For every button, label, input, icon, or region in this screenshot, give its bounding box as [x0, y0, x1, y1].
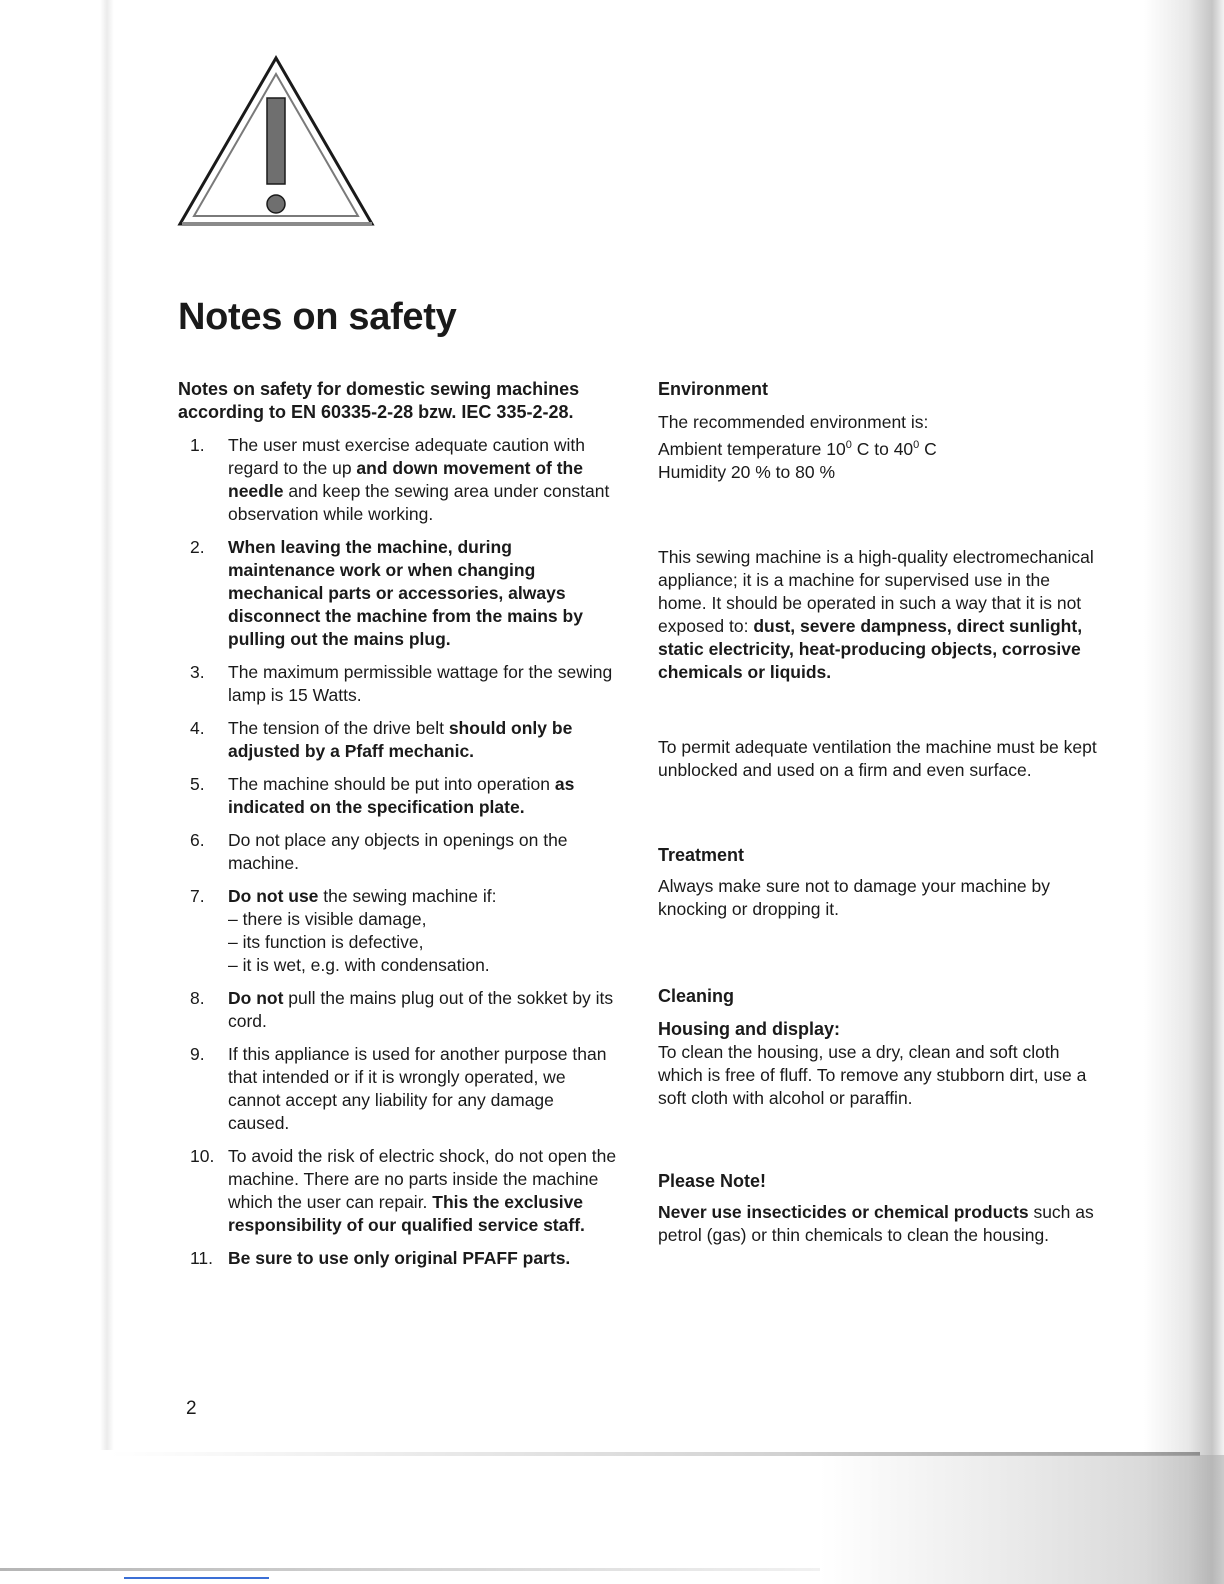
item-number: 10. [190, 1146, 215, 1166]
temperature-prefix: Ambient temperature 10 [658, 438, 846, 459]
scan-blue-mark [124, 1577, 269, 1579]
environment-usage [658, 546, 1098, 684]
page-title: Notes on safety [178, 296, 457, 338]
item-emphasis: and down movement of the needle [228, 458, 583, 501]
item-text: The machine should be put into operation [228, 774, 555, 794]
cleaning-text: To clean the housing, use a dry, clean and soft cloth which is free of fluff. To remove any stubborn dirt, use a soft cloth with alcohol or paraffin. [658, 1041, 1087, 1108]
safety-list [178, 434, 618, 1270]
environment-temperature [658, 434, 1098, 461]
item-emphasis: Do not use [228, 886, 319, 906]
note-emphasis: Never use insecticides or chemical products [658, 1201, 1029, 1222]
item-text: the sewing machine if: [318, 886, 497, 906]
left-column [178, 378, 618, 1280]
right-column [658, 378, 1098, 1247]
item-number: 2. [190, 537, 205, 557]
list-item-9 [178, 1043, 618, 1135]
list-item-8 [178, 987, 618, 1033]
item-emphasis: as indicated on the specification plate. [228, 774, 575, 817]
list-item-4 [178, 717, 618, 763]
list-item-11 [178, 1247, 618, 1270]
note-heading: Please Note! [658, 1170, 767, 1191]
cleaning-heading: Cleaning [658, 985, 735, 1006]
list-item-1 [178, 434, 618, 526]
condition-line: – it is wet, e.g. with condensation. [228, 955, 490, 975]
item-emphasis: This the exclusive responsibility of our qualified service staff. [228, 1192, 585, 1235]
item-number: 5. [190, 774, 205, 794]
item-emphasis: should only be adjusted by a Pfaff mechanic. [228, 718, 573, 761]
list-item-10 [178, 1145, 618, 1237]
item-number: 8. [190, 988, 205, 1008]
item-number: 3. [190, 662, 205, 682]
warning-triangle-icon [176, 54, 376, 228]
item-emphasis: Do not [228, 988, 284, 1008]
item-text: The maximum permissible wattage for the sewing lamp is 15 Watts. [228, 662, 613, 705]
item-text: The user must exercise adequate caution with regard to the up [228, 435, 585, 478]
environment-humidity: Humidity 20 % to 80 % [658, 461, 836, 482]
list-item-5 [178, 773, 618, 819]
usage-hazards: dust, severe dampness, direct sunlight, static electricity, heat-producing objects, corrosive chemicals or liquids. [658, 615, 1083, 682]
scan-shadow-corner [820, 1455, 1224, 1584]
list-item-3 [178, 661, 618, 707]
list-item-2 [178, 536, 618, 651]
scan-shadow-right [1144, 0, 1224, 1584]
list-item-6 [178, 829, 618, 875]
item-text: The tension of the drive belt [228, 718, 449, 738]
treatment-text: Always make sure not to damage your machine by knocking or dropping it. [658, 875, 1050, 919]
item-emphasis: When leaving the machine, during maintenance work or when changing mechanical parts or accessories, always disconnect the machine from the mains by pulling out the mains plug. [228, 537, 583, 649]
list-item-7 [178, 885, 618, 977]
item-text: If this appliance is used for another purpose than that intended or if it is wrongly operated, we cannot accept any liability for any damage caused. [228, 1044, 607, 1133]
item-number: 1. [190, 435, 205, 455]
item-number: 11. [190, 1248, 214, 1268]
item-number: 4. [190, 718, 205, 738]
scan-foot-line [0, 1568, 820, 1571]
usage-text: This sewing machine is a high-quality electromechanical appliance; it is a machine for supervised use in the home. It should be operated in such a way that it is not exposed to: [658, 546, 1094, 636]
item-number: 6. [190, 830, 205, 850]
environment-intro: The recommended environment is: [658, 412, 929, 432]
degree-mark: 0 [845, 439, 852, 451]
note-body: such as petrol (gas) or thin chemicals to clean the housing. [658, 1201, 1094, 1245]
item-text: To avoid the risk of electric shock, do not open the machine. There are no parts inside the machine which the user can repair. [228, 1146, 617, 1212]
page-number: 2 [186, 1398, 197, 1419]
environment-ventilation: To permit adequate ventilation the machine must be kept unblocked and used on a firm and even surface. [658, 736, 1097, 780]
temperature-suffix: C [919, 438, 937, 459]
environment-heading: Environment [658, 379, 769, 399]
item-number: 7. [190, 886, 205, 906]
degree-mark: 0 [913, 439, 920, 451]
item-number: 9. [190, 1044, 205, 1064]
scan-shadow-left [100, 0, 114, 1450]
item-text: Do not place any objects in openings on the machine. [228, 830, 568, 873]
note-text [658, 1201, 1098, 1247]
condition-line: – its function is defective, [228, 932, 424, 952]
item-text: pull the mains plug out of the sokket by its cord. [228, 988, 614, 1031]
condition-line: – there is visible damage, [228, 909, 427, 929]
item-emphasis: Be sure to use only original PFAFF parts. [228, 1248, 571, 1268]
treatment-heading: Treatment [658, 844, 745, 865]
cleaning-subheading: Housing and display: [658, 1018, 841, 1039]
temperature-mid: C to 40 [851, 438, 914, 459]
item-text: and keep the sewing area under constant observation while working. [228, 481, 610, 524]
intro-text: Notes on safety for domestic sewing machines according to EN 60335-2-28 bzw. IEC 335-2-28. [178, 379, 580, 422]
